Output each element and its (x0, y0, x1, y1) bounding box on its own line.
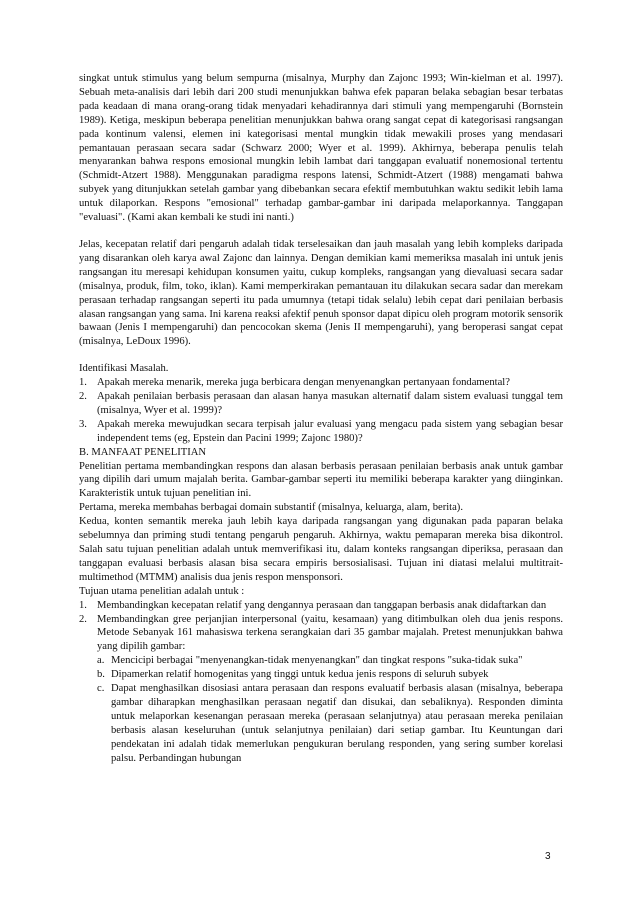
list-item-text: Membandingkan gree perjanjian interpersonal (yaitu, kesamaan) yang ditimbulkan oleh dua jenis respons. Metode Sebanyak 161 mahasiswa terkena serangkaian dari 35 gambar majalah. Pretest menunjukkan bahwa yang dipilih gambar: (97, 613, 563, 653)
sub-list-marker: a. (97, 655, 105, 667)
list-item (79, 418, 563, 446)
list-item (79, 613, 563, 766)
manfaat-paragraph-3: Kedua, konten semantik mereka jauh lebih kaya daripada rangsangan yang digunakan pada paparan belaka sebelumnya dan priming studi tentang pengaruh pengaruh. Akhirnya, waktu pemaparan mereka bisa dikontrol. Salah satu tujuan penelitian adalah untuk memverifikasi itu, dalam konteks rangsangan diperiksa, perasaan dan tanggapan evaluasi berbasis alasan bisa secara empiris bersosialisasi. Tujuan ini diatasi melalui multitrait-multimethod (MTMM) analisis dua jenis respon mensponsori. (79, 516, 563, 583)
list-marker: 2. (79, 613, 87, 625)
sub-list-item (97, 668, 563, 682)
list-item-text: Membandingkan kecepatan relatif yang dengannya perasaan dan tanggapan berbasis anak didaftarkan dan (97, 599, 547, 611)
tujuan-list (79, 599, 563, 766)
manfaat-paragraph-2: Pertama, mereka membahas berbagai domain substantif (misalnya, keluarga, alam, berita). (79, 502, 463, 514)
manfaat-paragraph-4: Tujuan utama penelitian adalah untuk : (79, 585, 245, 597)
list-marker: 1. (79, 599, 87, 611)
list-marker: 1. (79, 377, 87, 389)
list-marker: 3. (79, 418, 87, 430)
sub-list-item (97, 682, 563, 765)
sub-list-marker: c. (97, 683, 105, 695)
body-paragraph-2: Jelas, kecepatan relatif dari pengaruh adalah tidak terselesaikan dan jauh masalah yang lebih kompleks daripada yang disarankan oleh karya awal Zajonc dan lainnya. Dengan demikian kami memeriksa masalah ini untuk jenis rangsangan itu meresapi kehidupan konsumen yaitu, cukup kompleks, rangsangan yang dievaluasi secara sadar (misalnya, produk, film, toko, iklan). Kami memperkirakan pemantauan itu dilakukan secara sadar dan merekam perasaan terhadap rangsangan seperti itu pada umumnya (tetapi tidak selalu) lebih cepat dari penilaian berbasis alasan rangsangan yang sama. Ini karena reaksi afektif penuh sponsor dapat dipicu oleh program motorik sensorik bawaan (Jenis I mempengaruhi) dan pencocokan skema (Jenis II mempengaruhi), yang beroperasi sangat cepat (misalnya, LeDoux 1996). (79, 238, 563, 348)
list-item-text: Apakah mereka menarik, mereka juga berbicara dengan menyenangkan pertanyaan fondamental? (97, 377, 510, 389)
sub-list-item-text: Dapat menghasilkan disosiasi antara perasaan dan respons evaluatif berbasis alasan (misalnya, beberapa gambar diharapkan menghasilkan perasaan negatif dan disukai, dan sebaliknya). Responden diminta untuk melaporkan kesenangan perasaan mereka (perasaan selanjutnya) atau perasaan mereka penilaian berbasis alasan keseluruhan (untuk selanjutnya penilaian) dari setiap gambar. Itu Keuntungan dari pendekatan ini adalah tidak memerlukan pengukuran berulang responden, yang sering sumber korelasi palsu. Perbandingan hubungan (111, 683, 563, 764)
section-title-identifikasi: Identifikasi Masalah. (79, 363, 169, 375)
page-content (79, 72, 563, 766)
body-paragraph-1: singkat untuk stimulus yang belum sempurna (misalnya, Murphy dan Zajonc 1993; Win-kielman et al. 1997). Sebuah meta-analisis dari lebih dari 200 studi menunjukkan bahwa efek paparan belaka sebagian besar terbatas pada keadaan di mana orang-orang tidak menyadari kehadirannya dari stimuli yang mempengaruhi (Bornstein 1989). Ketiga, meskipun beberapa penelitian menunjukkan bahwa orang sangat cepat di kategorisasi rangsangan pada kontinum valensi, elemen ini kategorisasi mental mungkin tidak mewakili proses yang mendasari pemantauan perasaan secara sadar (Schwarz 2000; Wyer et al. 1999). Akhirnya, beberapa penulis telah menyarankan bahwa respons emosional mungkin lebih lambat dari tanggapan evaluatif nonemosional tertentu (Schmidt-Atzert 1988). Menggunakan paradigma respons latensi, Schmidt-Atzert (1988) mengamati bahwa subyek yang ditunjukkan setelah gambar yang dibebankan secara efektif membutuhkan waktu sedikit lebih lama untuk dilaporkan. Respons "emosional" terhadap gambar-gambar ini daripada melaporkannya. Tanggapan "evaluasi". (Kami akan kembali ke studi ini nanti.) (79, 73, 563, 224)
list-item-text: Apakah penilaian berbasis perasaan dan alasan hanya masukan alternatif dalam sistem evaluasi tunggal tem (misalnya, Wyer et al. 1999)? (97, 391, 563, 416)
gambar-criteria-list (97, 654, 563, 765)
list-item (79, 376, 563, 390)
identifikasi-list (79, 376, 563, 446)
sub-list-item-text: Mencicipi berbagai "menyenangkan-tidak menyenangkan" dan tingkat respons "suka-tidak suka" (111, 655, 523, 667)
manfaat-paragraph-1: Penelitian pertama membandingkan respons dan alasan berbasis perasaan penilaian berbasis anak untuk gambar yang dipilih dari umum majalah berita. Gambar-gambar seperti itu memiliki beberapa karakter yang diinginkan. Karakteristik untuk tujuan penelitian ini. (79, 460, 563, 500)
section-heading-manfaat: B. MANFAAT PENELITIAN (79, 446, 207, 458)
list-item (79, 599, 563, 613)
list-marker: 2. (79, 391, 87, 403)
list-item-text: Apakah mereka mewujudkan secara terpisah jalur evaluasi yang mengacu pada sistem yang sebagian besar independent tems (eg, Epstein dan Pacini 1999; Zajonc 1980)? (97, 418, 563, 444)
sub-list-item (97, 654, 563, 668)
page-number: 3 (545, 851, 551, 862)
sub-list-item-text: Dipamerkan relatif homogenitas yang tinggi untuk kedua jenis respons di seluruh subyek (111, 669, 489, 681)
list-item (79, 390, 563, 418)
sub-list-marker: b. (97, 669, 105, 681)
